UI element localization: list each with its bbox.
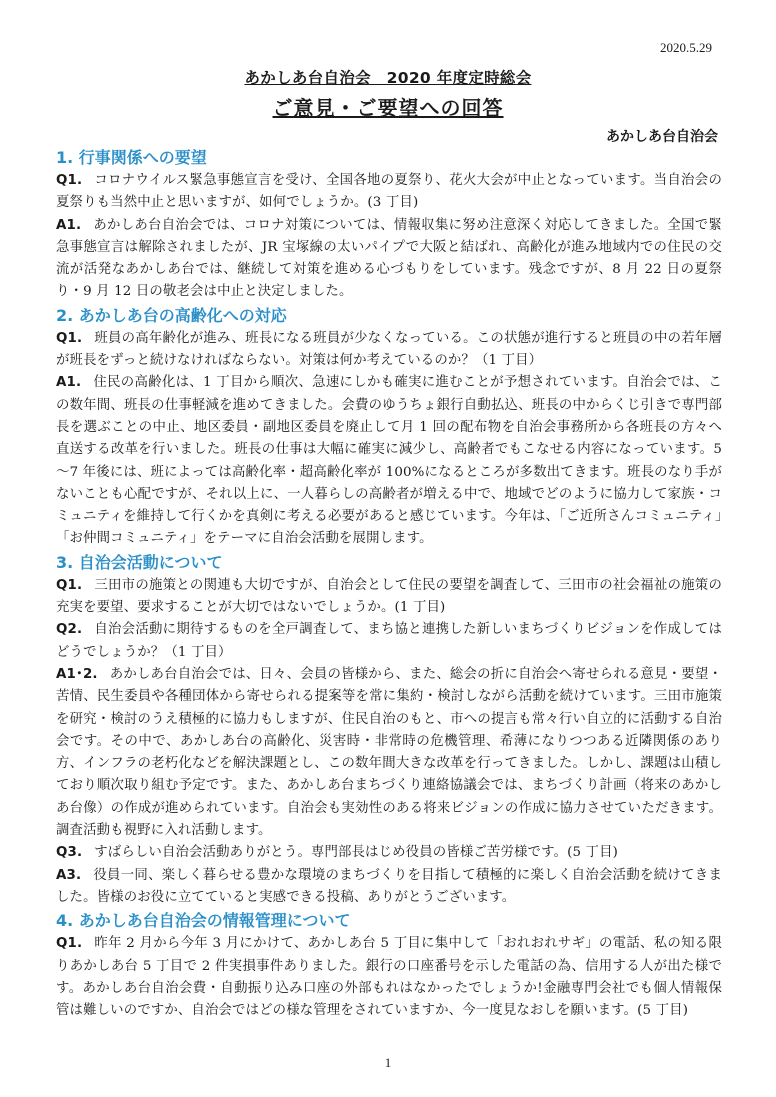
item-text: 役員一同、楽しく暮らせる豊かな環境のまちづくりを目指して積極的に楽しく自治会活動を続けてきました。皆様のお役に立てていると実感できる投稿、ありがとうございます。 — [56, 867, 722, 905]
page-number: 1 — [384, 1055, 392, 1070]
item-label: Q1. — [56, 577, 83, 593]
document-body — [56, 146, 722, 1022]
item-text: コロナウイルス緊急事態宣言を受け、全国各地の夏祭り、花火大会が中止となっています。当自治会の夏祭りも当然中止と思いますが、如何でしょうか。(3 丁目) — [56, 173, 722, 211]
answer-item — [56, 372, 722, 550]
document-date: 2020.5.29 — [660, 40, 712, 55]
question-item — [56, 842, 722, 864]
item-label: A1･2. — [56, 666, 98, 682]
item-label: A1. — [56, 375, 82, 391]
question-item — [56, 170, 722, 215]
item-text: 住民の高齢化は、1 丁目から順次、急速にしかも確実に進むことが予想されています。自治会では、この数年間、班長の仕事軽減を進めてきました。会費のゆうちょ銀行自動払込、班長の中からくじ引きで専門部長を選ぶことの中止、地区委員・副地区委員を廃止して月 1 回の配布物を自治会事務所から各班長の方々へ直送する改革を行いました。班長の仕事は大幅に確実に減少し、高齢者でもこなせる内容になっています。5～7 年後には、班によっては高齢化率・超高齢化率が 100%になるところが多数出てきます。班長のなり手がないことも心配ですが、それ以上に、一人暮らしの高齢者が増える中で、地域でどのように協力して家族・コミュニティを維持して行くかを真剣に考える必要があると感じています。今年は、「ご近所さんコミュニティ」「お仲間コミュニティ」をテーマに自治会活動を展開します。 — [56, 375, 722, 547]
item-label: Q3. — [56, 845, 83, 861]
section-aging — [56, 304, 722, 551]
item-text: すばらしい自治会活動ありがとう。専門部長はじめ役員の皆様ご苦労様です。(5 丁目) — [94, 845, 619, 861]
question-item — [56, 575, 722, 620]
question-item — [56, 328, 722, 373]
answer-item — [56, 865, 722, 910]
section-events — [56, 146, 722, 304]
item-text: 三田市の施策との関連も大切ですが、自治会として住民の要望を調査して、三田市の社会福祉の施策の充実を要望、要求することが大切ではないでしょうか。(1 丁目) — [56, 577, 722, 616]
question-item — [56, 619, 722, 664]
item-text: 班員の高年齢化が進み、班長になる班員が少なくなっている。この状態が進行すると班員の中の若年層が班長をずっと続けなければならない。対策は何か考えているのか？（1 丁目） — [56, 330, 722, 369]
item-label: Q1. — [56, 173, 83, 188]
section-info-management — [56, 909, 722, 1022]
item-text: あかしあ台自治会では、日々、会員の皆様から、また、総会の折に自治会へ寄せられる意見・要望・苦情、民生委員や各種団体から寄せられる提案等を常に集約・検討しながら活動を続けています。三田市施策を研究・検討のうえ積極的に協力もしますが、住民自治のもと、市への提言も常々行い自立的に活動する自治会です。その中で、あかしあ台の高齢化、災害時・非常時の危機管理、希薄になりつつある近隣関係のあり方、インフラの老朽化などを解決課題とし、この数年間大きな改革を行ってきました。しかし、課題は山積しており順次取り組む予定です。また、あかしあ台まちづくり連絡協議会では、まちづくり計画（将来のあかしあ台像）の作成が進められています。自治会も実効性のある将来ビジョンの作成に協力させていただきます。調査活動も視野に入れ活動します。 — [56, 666, 723, 839]
answer-item — [56, 664, 722, 842]
section-activities — [56, 551, 722, 909]
answer-item — [56, 215, 722, 304]
item-label: Q1. — [56, 330, 83, 346]
item-label: Q2. — [56, 622, 83, 638]
item-label: A1. — [56, 217, 82, 233]
item-label: Q1. — [56, 936, 83, 952]
question-item — [56, 933, 722, 1022]
document-title: あかしあ台自治会 2020 年度定時総会 — [244, 69, 532, 87]
section-heading: 4. あかしあ台自治会の情報管理について — [56, 911, 351, 931]
section-heading: 3. 自治会活動について — [56, 552, 223, 572]
item-label: A3. — [56, 867, 82, 883]
item-text: 昨年 2 月から今年 3 月にかけて、あかしあ台 5 丁目に集中して「おれおれサギ」の電話、私の知る限りあかしあ台 5 丁目で 2 件実損事件ありました。銀行の口座番号を示した電話の為、信用する人が出た様です。あかしあ台自治会費・自動振り込み口座の外部もれはなかったでしょうか!金融専門会社でも個人情報保管は難しいのですか、自治会ではどの様な管理をされていますか、今一度見なおしを願います。(5 丁目) — [56, 936, 722, 1019]
organization-name: あかしあ台自治会 — [606, 129, 718, 145]
item-text: あかしあ台自治会では、コロナ対策については、情報収集に努め注意深く対応してきました。全国で緊急事態宣言は解除されましたが、JR 宝塚線の太いパイプで大阪と結ばれ、高齢化が進み地域内での住民の交流が活発なあかしあ台では、継続して対策を進める心づもりをしています。残念ですが、8 月 22 日の夏祭り・9 月 12 日の敬老会は中止と決定しました。 — [56, 217, 722, 300]
section-heading: 1. 行事関係への要望 — [56, 148, 207, 167]
document-subtitle: ご意見・ご要望への回答 — [272, 96, 504, 120]
section-heading: 2. あかしあ台の高齢化への対応 — [56, 305, 287, 325]
item-text: 自治会活動に期待するものを全戸調査して、まち協と連携した新しいまちづくりビジョンを作成してはどうでしょうか？（1 丁目） — [56, 622, 722, 660]
